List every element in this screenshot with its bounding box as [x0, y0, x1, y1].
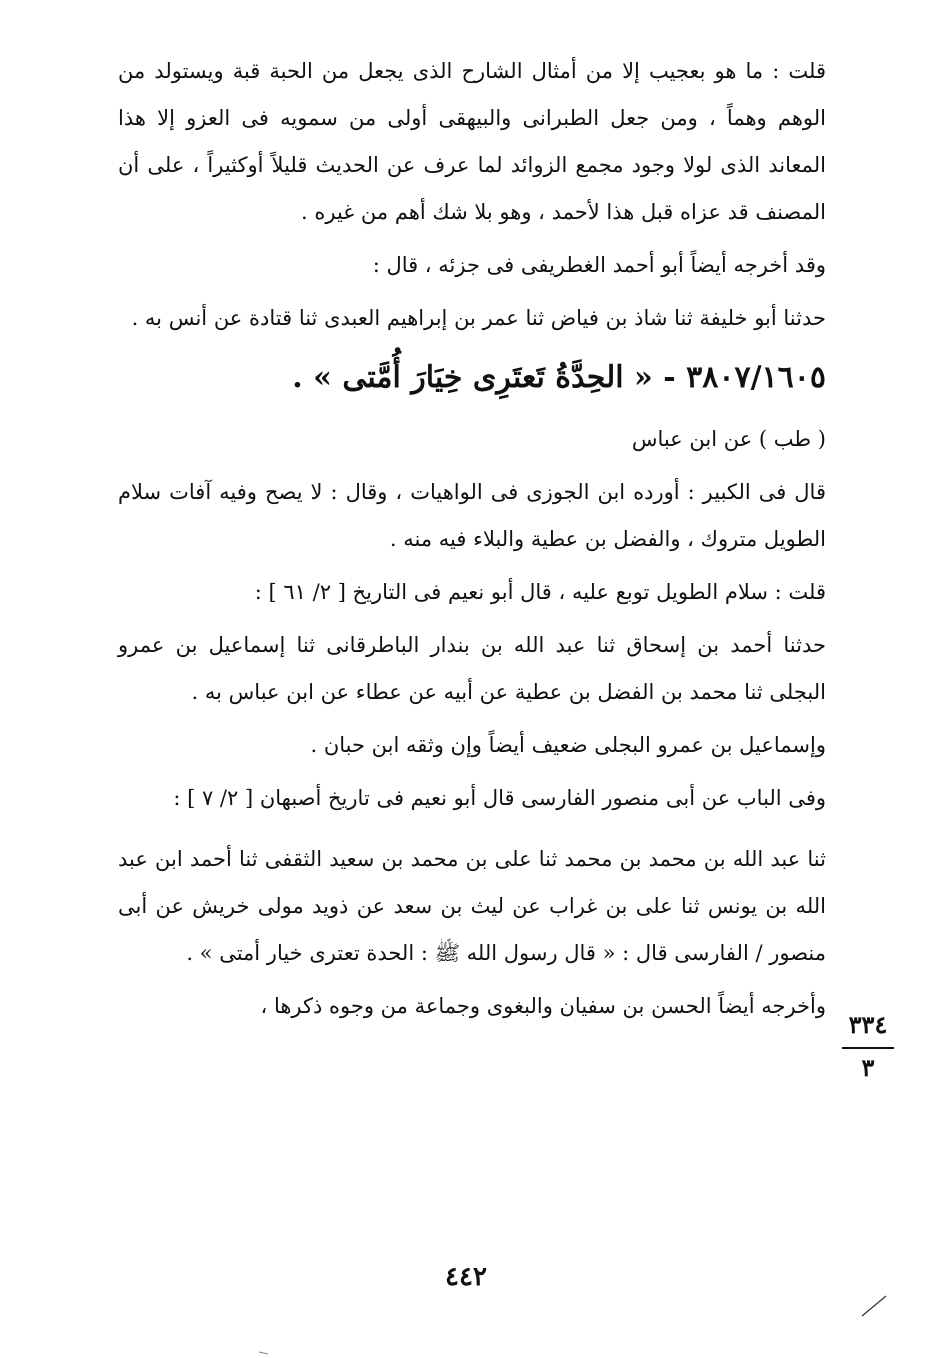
margin-note-bottom: ٣ — [861, 1053, 875, 1082]
margin-note-top: ٣٣٤ — [848, 1010, 888, 1039]
paragraph-isnad-1: حدثنا أبو خليفة ثنا شاذ بن فياض ثنا عمر بن إبراهيم العبدى ثنا قتادة عن أنس به . — [131, 306, 826, 330]
paragraph-qult-2: قلت : سلام الطويل توبع عليه ، قال أبو نعيم فى التاريخ [ ٢/ ٦١ ] : — [254, 580, 826, 604]
margin-volume-note — [838, 1010, 898, 1082]
paragraph-kabir: قال فى الكبير : أورده ابن الجوزى فى الواهيات ، وقال : لا يصح وفيه آفات سلام الطويل متروك ، والفضل بن عطية والبلاء فيه منه . — [118, 480, 826, 551]
hadith-heading: ٣٨٠٧/١٦٠٥ - « الحِدَّةُ تَعتَرِى خِيَارَ أُمَّتى » . — [292, 360, 826, 395]
paragraph-isnad-2: حدثنا أحمد بن إسحاق ثنا عبد الله بن بندار الباطرقانى ثنا إسماعيل بن عمرو البجلى ثنا محمد بن الفضل بن عطية عن أبيه عن عطاء عن ابن عباس به . — [118, 633, 826, 704]
paragraph-isnad-3: ثنا عبد الله بن محمد بن محمد ثنا على بن محمد بن سعيد الثقفى ثنا أحمد ابن عبد الله بن يونس ثنا على بن غراب عن ليث بن سعد عن ذويد مولى خريش عن أبى منصور / الفارسى قال : « قال رسول الله ﷺ : الحدة تعترى خيار أمتى » . — [118, 847, 826, 965]
hadith-source: ( طب ) عن ابن عباس — [631, 427, 826, 451]
pen-stroke-mark — [860, 1290, 890, 1320]
scan-speck-mark — [258, 1350, 270, 1356]
page-number: ٤٤٢ — [445, 1262, 487, 1292]
margin-note-rule — [842, 1047, 894, 1049]
paragraph-bab: وفى الباب عن أبى منصور الفارسى قال أبو نعيم فى تاريخ أصبهان [ ٢/ ٧ ] : — [173, 786, 826, 810]
paragraph-ismail: وإسماعيل بن عمرو البجلى ضعيف أيضاً وإن وثقه ابن حبان . — [310, 733, 826, 757]
paragraph-ghitrifi: وقد أخرجه أيضاً أبو أحمد الغطريفى فى جزئه ، قال : — [372, 253, 826, 277]
paragraph-qult-1: قلت : ما هو بعجيب إلا من أمثال الشارح الذى يجعل من الحبة قبة ويستولد من الوهم وهماً ، ومن جعل الطبرانى والبيهقى أولى من سمويه فى العزو إلا هذا المعاند الذى لولا وجود مجمع الزوائد لما عرف عن الحديث قليلاً أوكثيراً ، على أن المصنف قد عزاه قبل هذا لأحمد ، وهو بلا شك أهم من غيره . — [118, 59, 826, 224]
page-body — [118, 48, 826, 1036]
paragraph-akhrajahu: وأخرجه أيضاً الحسن بن سفيان والبغوى وجماعة من وجوه ذكرها ، — [260, 994, 826, 1018]
